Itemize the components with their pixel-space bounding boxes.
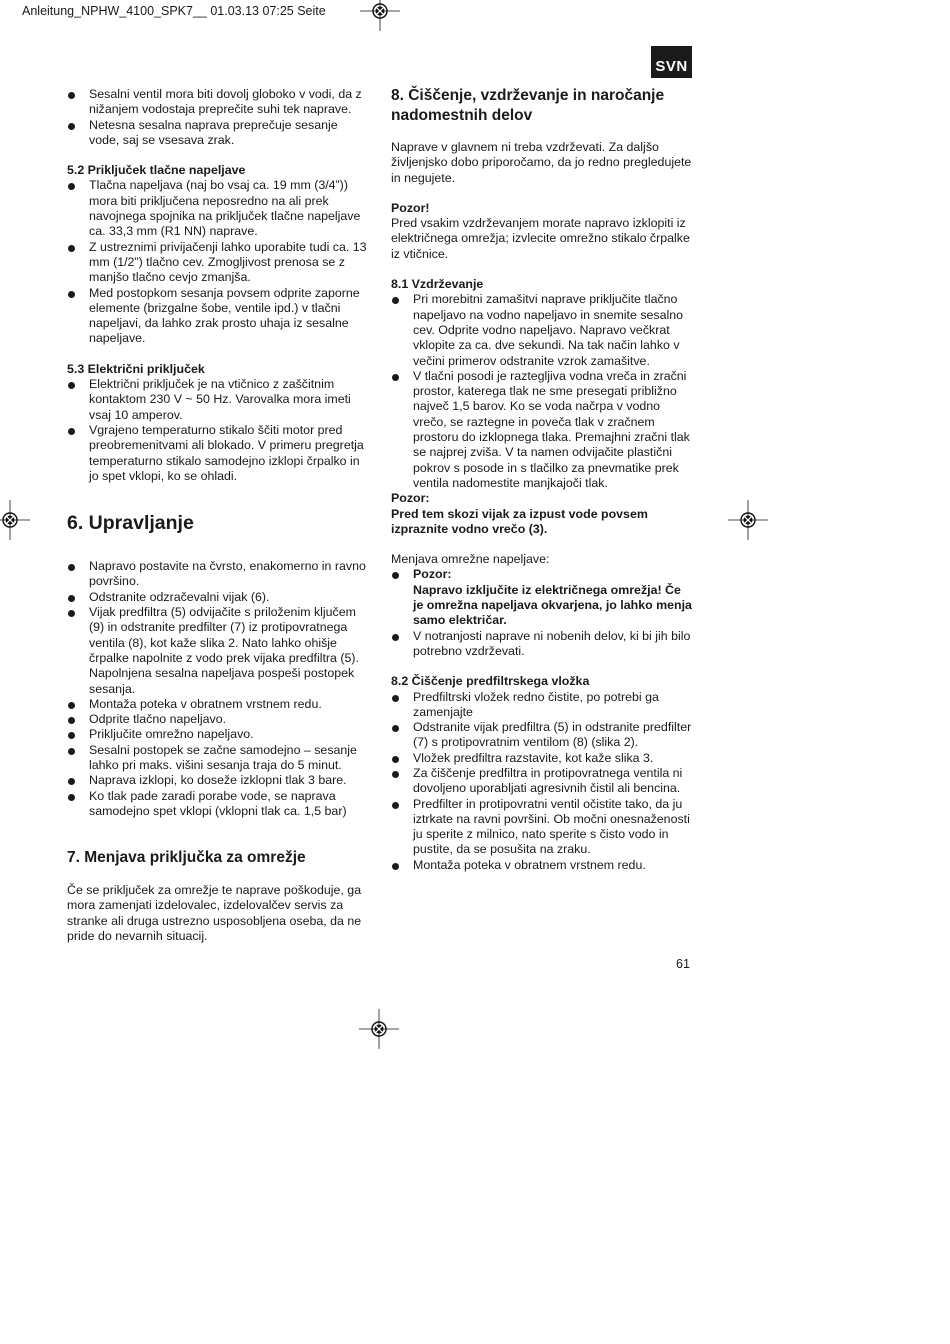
list-item: Netesna sesalna naprava preprečuje sesanje vode, saj se vsesava zrak. (67, 118, 370, 149)
left-column (67, 87, 370, 944)
paragraph: Naprave v glavnem ni treba vzdrževati. Za daljšo življenjsko dobo priporočamo, da jo redno pregledujete in negujete. (391, 140, 692, 185)
list-item: Napravo postavite na čvrsto, enakomerno in ravno površino. (67, 559, 370, 590)
list-item: Električni priključek je na vtičnico z zaščitnim kontaktom 230 V ~ 50 Hz. Varovalka mora imeti vsaj 10 amperov. (67, 377, 370, 423)
list-item: Pri morebitni zamašitvi naprave priključite tlačno napeljavo na vodno napeljavo in snemite sesalno cev. Odprite vodno napeljavo. Napravo večkrat vklopite za ca. dve sekundi. Na tak način lahko v večini primerov odstranite vzrok zamašitve. (391, 292, 694, 368)
list-item: Vgrajeno temperaturno stikalo ščiti motor pred preobremenitvami ali blokado. V primeru pregretja temperaturno stikalo samodejno izklopi črpalko in jo spet vklopi, ko se ohladi. (67, 423, 370, 484)
list-item: Za čiščenje predfiltra in protipovratnega ventila ni dovoljeno uporabljati agresivnih čistil ali bencina. (391, 766, 694, 797)
warning-label: Pozor: (391, 491, 430, 506)
registration-mark-icon (0, 500, 30, 540)
list-item: Predfilter in protipovratni ventil očistite tako, da ju iztrkate na ravni površini. Ob močni onesnaženosti ju sperite z milnico, nato sperite s čisto vodo in pustite, da se posušita na zraku. (391, 797, 694, 858)
list-item: Pozor: (391, 567, 694, 582)
section-heading-7: 7. Menjava priključka za omrežje (67, 849, 306, 867)
list-item: Sesalni postopek se začne samodejno – sesanje lahko pri maks. višini sesanja traja do 5 minut. (67, 743, 370, 774)
paragraph: Če se priključek za omrežje te naprave poškoduje, ga mora zamenjati izdelovalec, izdelovalčev servis za stranke ali druga ustrezno usposobljena oseba, da ne pride do nevarnih situacij. (67, 883, 362, 944)
list-item: Med postopkom sesanja povsem odprite zaporne elemente (brizgalne šobe, ventile ipd.) v tlačni napeljavi, da lahko zrak prosto uhaja iz sesalne napeljave. (67, 286, 370, 347)
list-item: V notranjosti naprave ni nobenih delov, ki bi jih bilo potrebno vzdrževati. (391, 629, 694, 660)
list-item: Montaža poteka v obratnem vrstnem redu. (67, 697, 370, 712)
warning-label: Pozor! (391, 200, 430, 215)
print-header: Anleitung_NPHW_4100_SPK7__ 01.03.13 07:25 Seite (22, 4, 326, 18)
registration-mark-icon (728, 500, 768, 540)
registration-mark-icon (359, 1009, 399, 1049)
list-item: Tlačna napeljava (naj bo vsaj ca. 19 mm (3/4”)) mora biti priključena neposredno na ali prek navojnega spojnika na priključek tlačne napeljave ca. 33,3 mm (R1 NN) naprave. (67, 178, 370, 239)
list-item: Odstranite odzračevalni vijak (6). (67, 590, 370, 605)
list-item: Vložek predfiltra razstavite, kot kaže slika 3. (391, 751, 694, 766)
list-item: V tlačni posodi je raztegljiva vodna vreča in zračni prostor, katerega tlak ne sme presegati približno največ 1,5 barov. Ko se voda načrpa v vodno vrečo, se raztegne in poveča tlak v zračnem prostoru do izklopnega tlaka. Premajhni zračni tlak se najprej zviša. V ta namen odvijačite plastični pokrov s posode in s tlačilko za pnevmatike prek ventila nadomestite manjkajoči tlak. (391, 369, 694, 491)
paragraph: Menjava omrežne napeljave: (391, 552, 550, 567)
list-item: Ko tlak pade zaradi porabe vode, se naprava samodejno spet vklopi (vklopni tlak ca. 1,5 bar) (67, 789, 370, 820)
section-heading-8: 8. Čiščenje, vzdrževanje in naročanje nadomestnih delov (391, 87, 665, 124)
right-column (391, 86, 694, 873)
section-heading-5-2: 5.2 Priključek tlačne napeljave (67, 163, 246, 178)
list-item: Montaža poteka v obratnem vrstnem redu. (391, 858, 694, 873)
language-badge: SVN (651, 46, 692, 78)
list-item: Naprava izklopi, ko doseže izklopni tlak 3 bare. (67, 773, 370, 788)
warning-text: Napravo izključite iz električnega omrežja! Če je omrežna napeljava okvarjena, jo lahko menja samo električar. (413, 582, 692, 628)
registration-mark-icon (360, 0, 400, 31)
list-item: Z ustreznimi privijačenji lahko uporabite tudi ca. 13 mm (1/2”) tlačno cev. Zmogljivost prenosa se z manjšo tlačno cevjo zmanjša. (67, 240, 370, 286)
list-item: Odprite tlačno napeljavo. (67, 712, 370, 727)
list-item: Priključite omrežno napeljavo. (67, 727, 370, 742)
section-heading-8-2: 8.2 Čiščenje predfiltrskega vložka (391, 674, 590, 689)
list-item: Sesalni ventil mora biti dovolj globoko v vodi, da z nižanjem vodostaja preprečite suhi tek naprave. (67, 87, 370, 118)
page-number: 61 (676, 957, 690, 971)
list-item: Odstranite vijak predfiltra (5) in odstranite predfilter (7) s protipovratnim ventilom (8) (slika 2). (391, 720, 694, 751)
section-heading-5-3: 5.3 Električni priključek (67, 361, 205, 376)
section-heading-6: 6. Upravljanje (67, 512, 194, 535)
warning-text: Pred tem skozi vijak za izpust vode povsem izpraznite vodno vrečo (3). (391, 506, 648, 536)
list-item: Vijak predfiltra (5) odvijačite s priloženim ključem (9) in odstranite predfilter (7) iz protipovratnega ventila (8), kot kaže slika 2. Nato lahko ohišje črpalke napolnite z vodo prek vijaka predfiltra (5). Napolnjena sesalna napeljava pospeši postopek sesanja. (67, 605, 370, 697)
section-heading-8-1: 8.1 Vzdrževanje (391, 277, 484, 292)
list-item: Predfiltrski vložek redno čistite, po potrebi ga zamenjajte (391, 690, 694, 721)
paragraph: Pred vsakim vzdrževanjem morate napravo izklopiti iz električnega omrežja; izvlecite omrežno stikalo črpalke iz vtičnice. (391, 216, 690, 261)
